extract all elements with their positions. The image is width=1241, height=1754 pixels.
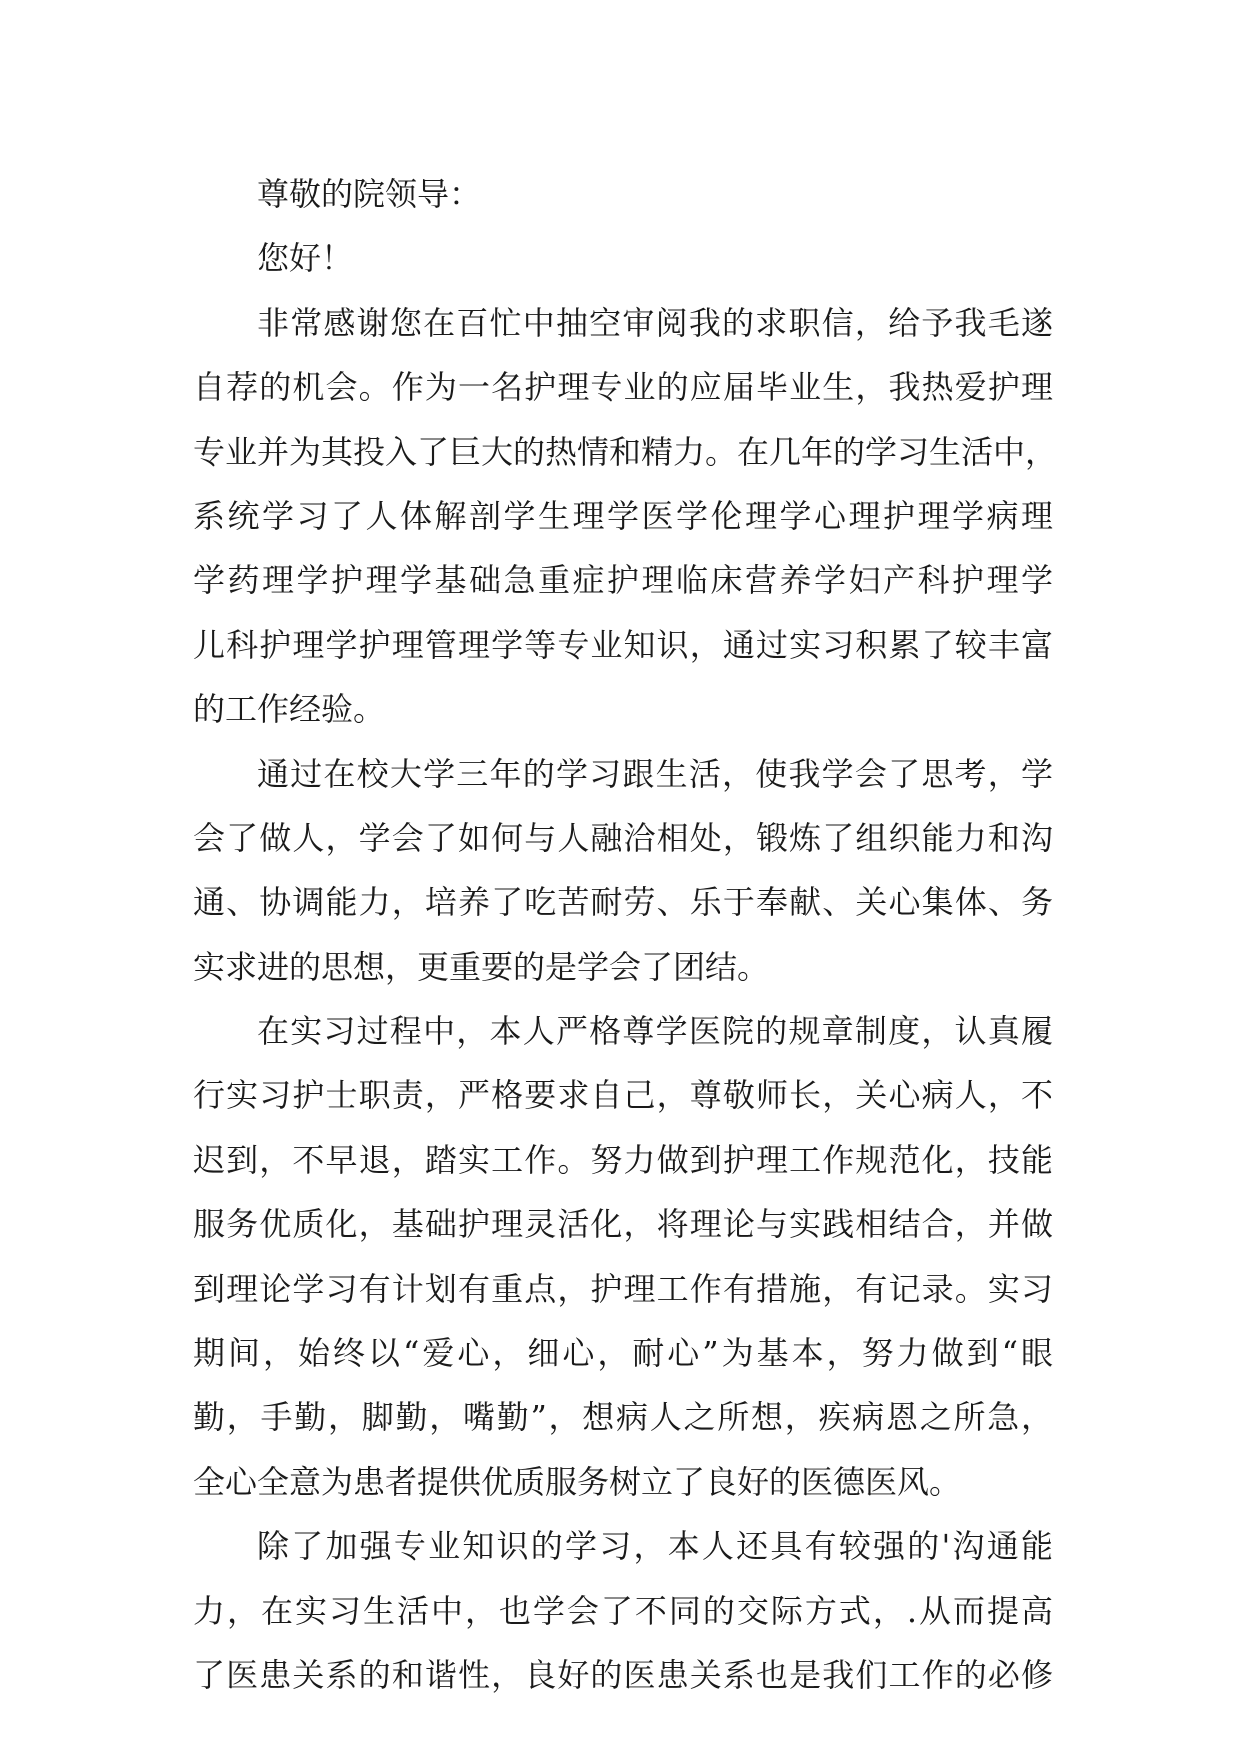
paragraph-line: 勤，手勤，脚勤，嘴勤”，想病人之所想，疾病恩之所急， xyxy=(193,1398,1053,1437)
letter-body xyxy=(193,162,1058,1707)
paragraph-line: 专业并为其投入了巨大的热情和精力。在几年的学习生活中， xyxy=(193,432,1058,471)
salutation: 尊敬的院领导： xyxy=(257,175,482,213)
paragraph-line: 非常感谢您在百忙中抽空审阅我的求职信，给予我毛遂 xyxy=(257,303,1053,342)
paragraph-3 xyxy=(193,999,1053,1514)
paragraph-line: 会了做人，学会了如何与人融洽相处，锻炼了组织能力和沟 xyxy=(193,818,1053,857)
paragraph-line: 实求进的思想，更重要的是学会了团结。 xyxy=(193,947,770,986)
paragraph-line: 儿科护理学护理管理学等专业知识，通过实习积累了较丰富 xyxy=(193,625,1053,664)
paragraph-line: 学药理学护理学基础急重症护理临床营养学妇产科护理学 xyxy=(193,561,1053,600)
greeting: 您好！ xyxy=(257,239,354,278)
paragraph-1 xyxy=(193,291,1058,742)
paragraph-line: 通、协调能力，培养了吃苦耐劳、乐于奉献、关心集体、务 xyxy=(193,883,1053,922)
paragraph-line: 的工作经验。 xyxy=(193,690,386,729)
paragraph-2 xyxy=(193,742,1053,1000)
paragraph-line: 自荐的机会。作为一名护理专业的应届毕业生，我热爱护理 xyxy=(193,368,1053,407)
paragraph-line: 服务优质化，基础护理灵活化，将理论与实践相结合，并做 xyxy=(193,1205,1053,1244)
paragraph-line: 了医患关系的和谐性，良好的医患关系也是我们工作的必修 xyxy=(193,1655,1053,1694)
paragraph-4 xyxy=(193,1514,1053,1707)
paragraph-line: 系统学习了人体解剖学生理学医学伦理学心理护理学病理 xyxy=(193,496,1053,535)
paragraph-line: 到理论学习有计划有重点，护理工作有措施，有记录。实习 xyxy=(193,1269,1053,1308)
paragraph-line: 行实习护士职责，严格要求自己，尊敬师长，关心病人，不 xyxy=(193,1076,1053,1115)
paragraph-line: 全心全意为患者提供优质服务树立了良好的医德医风。 xyxy=(193,1462,962,1501)
paragraph-line: 通过在校大学三年的学习跟生活，使我学会了思考，学 xyxy=(257,754,1053,793)
paragraph-line: 期间，始终以“爱心，细心，耐心”为基本，努力做到“眼 xyxy=(193,1334,1053,1373)
paragraph-line: 力，在实习生活中，也学会了不同的交际方式，.从而提高 xyxy=(193,1591,1053,1630)
paragraph-line: 在实习过程中，本人严格尊学医院的规章制度，认真履 xyxy=(257,1012,1053,1051)
paragraph-line: 迟到，不早退，踏实工作。努力做到护理工作规范化，技能 xyxy=(193,1140,1053,1179)
paragraph-line: 除了加强专业知识的学习，本人还具有较强的'沟通能 xyxy=(257,1527,1053,1566)
